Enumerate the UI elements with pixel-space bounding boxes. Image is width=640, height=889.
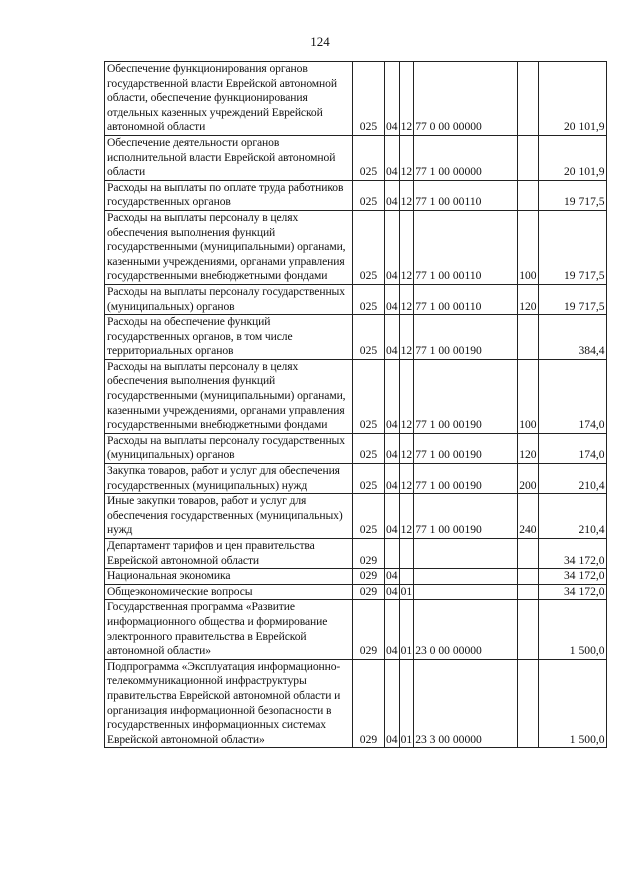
table-row	[105, 659, 607, 748]
department-code: 025	[353, 433, 385, 463]
department-code: 025	[353, 284, 385, 314]
table-row	[105, 284, 607, 314]
department-code: 025	[353, 494, 385, 539]
expense-type-code	[518, 539, 538, 569]
page-number: 124	[310, 34, 330, 49]
target-article-code: 77 1 00 00110	[414, 180, 518, 210]
expense-name: Департамент тарифов и цен правительства Еврейской автономной области	[105, 539, 353, 569]
amount: 1 500,0	[538, 600, 606, 659]
target-article-code: 77 1 00 00190	[414, 494, 518, 539]
target-article-code: 77 1 00 00190	[414, 433, 518, 463]
expense-name: Расходы на выплаты персоналу государственных (муниципальных) органов	[105, 433, 353, 463]
subsection-code: 12	[399, 433, 414, 463]
department-code: 025	[353, 315, 385, 360]
amount: 174,0	[538, 359, 606, 433]
amount: 210,4	[538, 464, 606, 494]
subsection-code: 01	[399, 659, 414, 748]
expense-name: Общеэкономические вопросы	[105, 584, 353, 600]
subsection-code: 12	[399, 180, 414, 210]
subsection-code: 12	[399, 210, 414, 284]
section-code: 04	[385, 584, 400, 600]
target-article-code: 77 0 00 00000	[414, 62, 518, 136]
expense-name: Расходы на выплаты персоналу государственных (муниципальных) органов	[105, 284, 353, 314]
expense-type-code	[518, 569, 538, 585]
table-row	[105, 135, 607, 180]
amount: 19 717,5	[538, 180, 606, 210]
expense-name: Национальная экономика	[105, 569, 353, 585]
target-article-code	[414, 539, 518, 569]
expense-type-code	[518, 135, 538, 180]
expense-type-code	[518, 180, 538, 210]
department-code: 029	[353, 569, 385, 585]
table-row	[105, 494, 607, 539]
budget-table	[104, 61, 607, 748]
amount: 19 717,5	[538, 284, 606, 314]
section-code: 04	[385, 433, 400, 463]
subsection-code: 01	[399, 600, 414, 659]
department-code: 029	[353, 600, 385, 659]
expense-type-code: 240	[518, 494, 538, 539]
target-article-code: 77 1 00 00000	[414, 135, 518, 180]
section-code: 04	[385, 284, 400, 314]
subsection-code: 12	[399, 135, 414, 180]
amount: 210,4	[538, 494, 606, 539]
target-article-code	[414, 584, 518, 600]
department-code: 025	[353, 464, 385, 494]
expense-type-code: 200	[518, 464, 538, 494]
expense-name: Расходы на обеспечение функций государственных органов, в том числе территориальных органов	[105, 315, 353, 360]
department-code: 025	[353, 180, 385, 210]
target-article-code: 77 1 00 00190	[414, 315, 518, 360]
table-row	[105, 569, 607, 585]
subsection-code: 12	[399, 359, 414, 433]
subsection-code	[399, 539, 414, 569]
section-code: 04	[385, 135, 400, 180]
table-row	[105, 359, 607, 433]
table-row	[105, 315, 607, 360]
target-article-code: 77 1 00 00190	[414, 359, 518, 433]
expense-type-code: 100	[518, 359, 538, 433]
section-code: 04	[385, 62, 400, 136]
amount: 19 717,5	[538, 210, 606, 284]
table-row	[105, 180, 607, 210]
department-code: 029	[353, 659, 385, 748]
expense-type-code	[518, 315, 538, 360]
table-row	[105, 600, 607, 659]
section-code: 04	[385, 210, 400, 284]
table-row	[105, 584, 607, 600]
amount: 20 101,9	[538, 135, 606, 180]
amount: 174,0	[538, 433, 606, 463]
subsection-code: 12	[399, 464, 414, 494]
section-code: 04	[385, 600, 400, 659]
expense-type-code: 120	[518, 284, 538, 314]
table-row	[105, 433, 607, 463]
expense-name: Государственная программа «Развитие информационного общества и формирование электронного правительства в Еврейской автономной области»	[105, 600, 353, 659]
department-code: 025	[353, 359, 385, 433]
section-code: 04	[385, 359, 400, 433]
expense-type-code	[518, 62, 538, 136]
target-article-code: 77 1 00 00110	[414, 210, 518, 284]
expense-name: Подпрограмма «Эксплуатация информационно-телекоммуникационной инфраструктуры правительства Еврейской автономной области и организация информационной безопасности в государственных информационных системах Еврейской автономной области»	[105, 659, 353, 748]
section-code	[385, 539, 400, 569]
section-code: 04	[385, 180, 400, 210]
subsection-code: 12	[399, 284, 414, 314]
department-code: 029	[353, 584, 385, 600]
target-article-code: 23 3 00 00000	[414, 659, 518, 748]
table-row	[105, 539, 607, 569]
expense-type-code	[518, 600, 538, 659]
target-article-code: 77 1 00 00110	[414, 284, 518, 314]
expense-name: Расходы на выплаты персоналу в целях обеспечения выполнения функций государственными (муниципальными) органами, казенными учреждениями, органами управления государственными внебюджетными фондами	[105, 210, 353, 284]
amount: 34 172,0	[538, 569, 606, 585]
department-code: 025	[353, 210, 385, 284]
table-row	[105, 62, 607, 136]
expense-name: Обеспечение деятельности органов исполнительной власти Еврейской автономной области	[105, 135, 353, 180]
department-code: 025	[353, 135, 385, 180]
section-code: 04	[385, 315, 400, 360]
expense-type-code: 100	[518, 210, 538, 284]
expense-name: Иные закупки товаров, работ и услуг для обеспечения государственных (муниципальных) нужд	[105, 494, 353, 539]
amount: 1 500,0	[538, 659, 606, 748]
amount: 20 101,9	[538, 62, 606, 136]
section-code: 04	[385, 659, 400, 748]
table-row	[105, 464, 607, 494]
expense-name: Обеспечение функционирования органов государственной власти Еврейской автономной области, обеспечение функционирования отдельных казенных учреждений Еврейской автономной области	[105, 62, 353, 136]
expense-name: Расходы на выплаты персоналу в целях обеспечения выполнения функций государственными (муниципальными) органами, казенными учреждениями, органами управления государственными внебюджетными фондами	[105, 359, 353, 433]
expense-name: Закупка товаров, работ и услуг для обеспечения государственных (муниципальных) нужд	[105, 464, 353, 494]
target-article-code: 23 0 00 00000	[414, 600, 518, 659]
amount: 384,4	[538, 315, 606, 360]
expense-type-code	[518, 659, 538, 748]
subsection-code: 01	[399, 584, 414, 600]
section-code: 04	[385, 569, 400, 585]
amount: 34 172,0	[538, 584, 606, 600]
department-code: 025	[353, 62, 385, 136]
target-article-code	[414, 569, 518, 585]
amount: 34 172,0	[538, 539, 606, 569]
target-article-code: 77 1 00 00190	[414, 464, 518, 494]
expense-type-code	[518, 584, 538, 600]
section-code: 04	[385, 494, 400, 539]
subsection-code: 12	[399, 315, 414, 360]
subsection-code	[399, 569, 414, 585]
expense-name: Расходы на выплаты по оплате труда работников государственных органов	[105, 180, 353, 210]
expense-type-code: 120	[518, 433, 538, 463]
table-row	[105, 210, 607, 284]
section-code: 04	[385, 464, 400, 494]
subsection-code: 12	[399, 494, 414, 539]
subsection-code: 12	[399, 62, 414, 136]
department-code: 029	[353, 539, 385, 569]
